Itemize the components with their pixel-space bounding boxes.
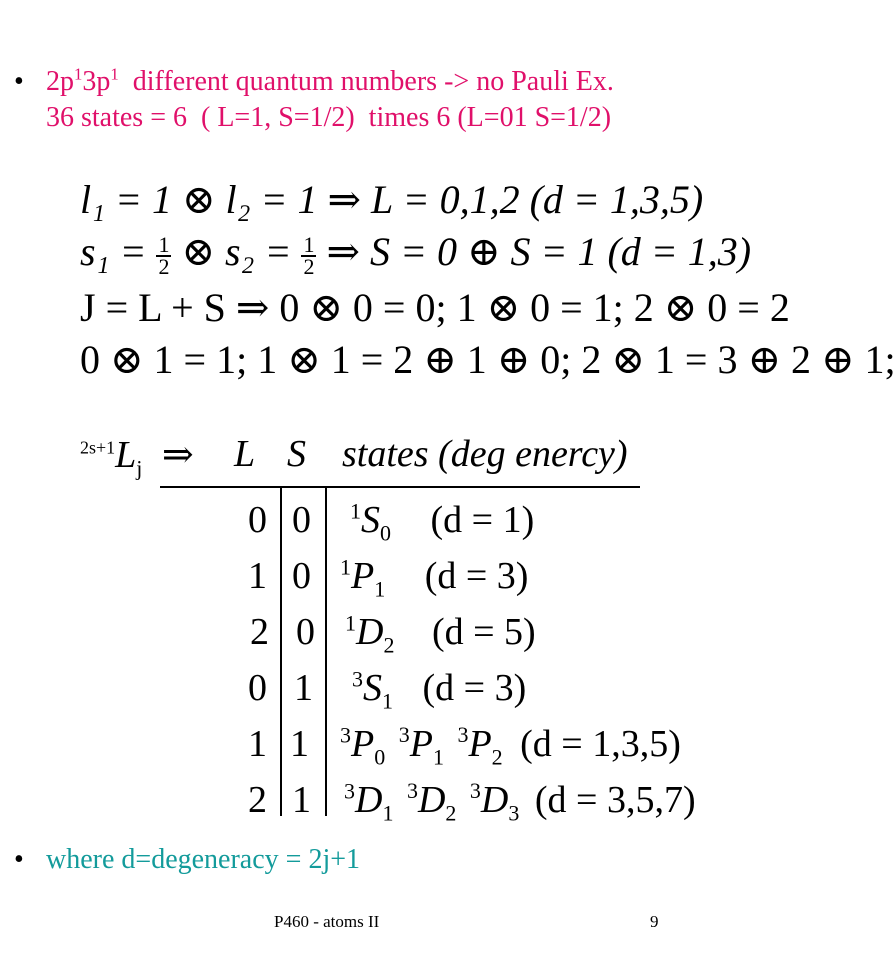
row-4-deg: (d = 1,3,5) [520,723,681,765]
term-sym: D [480,779,509,821]
term-header-sup: 2s+1 [80,437,116,458]
bullet-line-2: 36 states = 6 ( L=1, S=1/2) times 6 (L=01 S=1/2) [46,102,612,133]
bullet-degeneracy [14,842,704,882]
term-sym: D [355,779,383,821]
row-4-S: 1 [290,723,309,765]
term-sub: 0 [380,520,391,546]
frac-num: 1 [158,231,170,257]
row-5-deg: (d = 3,5,7) [534,779,696,821]
term-mult: 1 [350,498,361,524]
term-sym: P [409,723,433,765]
sup-1a: 1 [74,64,83,84]
row-2-deg: (d = 5) [431,611,536,653]
table-horizontal-rule [160,486,640,488]
term-header-L: L [115,434,137,476]
row-0-deg: (d = 1) [430,499,535,541]
term-mult: 1 [340,554,351,580]
row-5-L: 2 [248,779,267,821]
row-3-S: 1 [294,667,313,709]
term-header-sub: j [136,455,143,481]
table-header-S [287,432,306,476]
term-sym: D [417,779,446,821]
term-sym: D [356,611,384,653]
col-states-label: states (deg enercy) [342,433,628,475]
footer-page-number: 9 [650,912,659,931]
term-sub: 1 [382,800,394,826]
bullet-line-1 [46,64,614,100]
term-sym: S [361,499,380,541]
bullet-dot-icon: • [14,66,24,97]
row-2-S: 0 [296,611,315,653]
table-header-term-symbol [80,432,194,481]
row-1-L: 1 [248,555,267,597]
term-sub: 2 [383,632,395,658]
row-0-L: 0 [248,499,267,541]
term-sub: 2 [445,800,457,826]
fraction-half-1 [156,231,171,279]
eq2-right: ⇒ S = 0 ⊕ S = 1 (d = 1,3) [316,229,752,274]
frac-den: 2 [158,253,170,279]
equation-l-coupling: l₁ = 1 ⊗ l₂ = 1 ⇒ L = 0,1,2 (d = 1,3,5) [80,177,704,222]
row-4-states [340,722,681,770]
row-4-L: 1 [248,723,267,765]
eq2-left: s₁ = [80,229,157,274]
term-mult: 3 [457,722,469,748]
row-1-deg: (d = 3) [424,555,529,597]
term-mult: 3 [340,722,351,748]
term-sym: P [468,723,492,765]
term-sub: 0 [374,744,386,770]
row-0-S: 0 [292,499,311,541]
row-3-states [352,666,527,714]
term-sym: P [351,555,375,597]
term-sub: 1 [374,576,386,602]
row-2-L: 2 [250,611,269,653]
table-vertical-rule-1 [280,486,282,816]
sup-1b: 1 [110,64,119,84]
fraction-half-2 [301,231,316,279]
row-3-deg: (d = 3) [422,667,527,709]
col-L-label: L [234,433,256,475]
frac-den: 2 [303,253,315,279]
term-mult: 3 [398,722,410,748]
col-S-label: S [287,433,306,475]
row-0-states [350,498,535,546]
term-sym: P [351,723,375,765]
table-header-states [342,432,628,476]
bullet-dot-icon: • [14,844,24,875]
bullet-pauli [14,64,704,136]
eq2-mid: ⊗ s₂ = [171,229,302,274]
row-5-states [344,778,696,826]
row-5-S: 1 [292,779,311,821]
frac-num: 1 [303,231,315,257]
row-2-states [345,610,536,658]
equation-j-coupling: J = L + S ⇒ 0 ⊗ 0 = 0; 1 ⊗ 0 = 1; 2 ⊗ 0 = 2 [80,285,790,330]
term-mult: 3 [469,778,481,804]
table-vertical-rule-2 [325,486,327,816]
equation-s-coupling [80,228,751,277]
footer-course-label: P460 - atoms II [274,912,380,931]
term-mult: 3 [406,778,418,804]
row-1-S: 0 [292,555,311,597]
term-sub: 2 [491,744,503,770]
term-sub: 3 [508,800,520,826]
term-sub: 1 [382,688,393,714]
term-sub: 1 [432,744,444,770]
term-sym: S [363,667,382,709]
text-desc: different quantum numbers -> no Pauli Ex. [118,66,614,97]
term-mult: 3 [352,666,363,692]
term-mult: 3 [344,778,355,804]
text-2p: 2p [46,66,74,97]
implies-arrow-icon: ⇒ [161,434,194,476]
row-3-L: 0 [248,667,267,709]
row-1-states [340,554,529,602]
term-mult: 1 [345,610,356,636]
text-3p: 3p [82,66,111,97]
table-header-L [234,432,255,476]
bullet-degeneracy-text: where d=degeneracy = 2j+1 [46,844,361,875]
equation-j-coupling-cont: 0 ⊗ 1 = 1; 1 ⊗ 1 = 2 ⊕ 1 ⊕ 0; 2 ⊗ 1 = 3 ⊕ 2 ⊕ 1; [80,337,896,382]
